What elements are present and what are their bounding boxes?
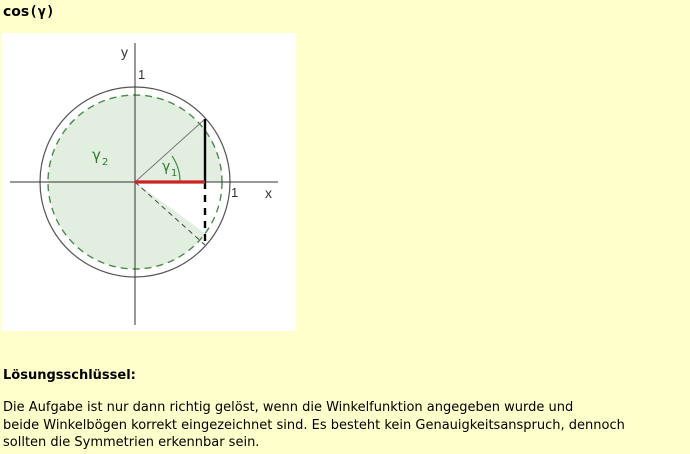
gamma2-subscript: 2 — [102, 157, 109, 168]
solution-key-title: Lösungsschlüssel: — [3, 368, 136, 383]
function-argument: (γ) — [29, 4, 55, 20]
y-axis-label: y — [121, 44, 128, 60]
gamma1-subscript: 1 — [171, 168, 178, 179]
x-axis-label: x — [265, 185, 272, 201]
solution-key-line: sollten die Symmetrien erkennbar sein. — [3, 435, 260, 450]
unit-circle-diagram — [2, 33, 296, 331]
function-name: cos — [3, 4, 30, 20]
y-tick-label: 1 — [138, 67, 146, 82]
unit-circle-figure — [2, 33, 296, 331]
task-heading — [3, 3, 55, 21]
solution-key-line: beide Winkelbögen korrekt eingezeichnet sind. Es besteht kein Genauigkeitsanspruch, dennoch — [3, 417, 625, 433]
solution-key-text — [3, 399, 688, 452]
gamma1-symbol: γ — [162, 159, 171, 175]
gamma2-symbol: γ — [92, 146, 101, 164]
solution-key-line: Die Aufgabe ist nur dann richtig gelöst, wenn die Winkelfunktion angegeben wurde und — [3, 400, 574, 415]
x-tick-label: 1 — [231, 185, 239, 200]
